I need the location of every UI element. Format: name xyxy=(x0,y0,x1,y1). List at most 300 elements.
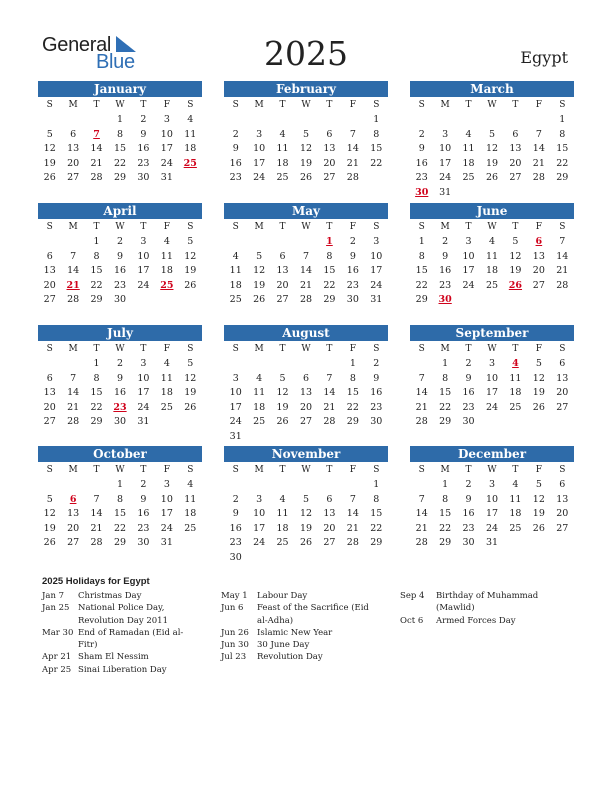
calendar-day: 12 xyxy=(532,372,545,384)
weekday-label: M xyxy=(68,100,78,110)
calendar-day: 24 xyxy=(160,157,173,169)
weekday-label: T xyxy=(140,344,147,354)
weekday-label: S xyxy=(46,222,53,232)
weekday-label: W xyxy=(487,222,497,232)
calendar-day: 15 xyxy=(90,387,103,398)
calendar-day: 15 xyxy=(113,143,127,154)
calendar-day: 17 xyxy=(137,387,150,398)
calendar-day: 8 xyxy=(373,128,380,140)
calendar-day: 8 xyxy=(326,250,333,262)
calendar-day: 18 xyxy=(276,157,289,169)
calendar-day: 21 xyxy=(67,401,80,413)
calendar-day: 20 xyxy=(532,265,545,276)
calendar-day: 16 xyxy=(415,157,428,169)
calendar-day: 2 xyxy=(418,128,425,140)
weekday-label: S xyxy=(373,344,380,354)
month-grid xyxy=(224,97,388,186)
calendar-day: 27 xyxy=(509,172,522,183)
calendar-day: 17 xyxy=(370,265,383,276)
weekday-label: T xyxy=(512,222,519,232)
calendar-day: 26 xyxy=(485,172,499,183)
calendar-day: 12 xyxy=(509,250,522,262)
calendar-day: 2 xyxy=(349,236,356,247)
holiday-name: Revolution Day xyxy=(257,652,323,663)
calendar-day: 31 xyxy=(137,416,150,427)
calendar-day: 14 xyxy=(67,387,80,398)
calendar-day: 30 xyxy=(113,416,127,427)
calendar-day: 26 xyxy=(532,522,545,534)
calendar-day: 24 xyxy=(485,522,499,534)
calendar-day: 16 xyxy=(462,508,475,519)
holiday-name: Feast of the Sacrifice (Eid al-Adha) xyxy=(257,603,369,626)
calendar-day: 22 xyxy=(113,157,127,169)
weekday-label: T xyxy=(465,465,472,475)
calendar-day: 7 xyxy=(418,372,425,384)
calendar-day: 23 xyxy=(346,279,359,291)
calendar-day: 26 xyxy=(299,537,313,548)
empty-day xyxy=(247,478,270,493)
empty-day xyxy=(224,113,247,128)
calendar-day: 25 xyxy=(184,522,197,534)
empty-day xyxy=(318,357,341,372)
calendar-day: 28 xyxy=(556,279,569,291)
calendar-day: 27 xyxy=(67,172,80,183)
calendar-day: 16 xyxy=(137,143,150,154)
calendar-day: 3 xyxy=(163,114,170,125)
calendar-day: 1 xyxy=(349,358,356,369)
calendar-day: 25 xyxy=(276,172,289,183)
month-july xyxy=(38,325,202,430)
calendar-day: 5 xyxy=(46,128,53,140)
holiday-date: Apr 21 xyxy=(42,652,72,663)
calendar-day: 31 xyxy=(160,537,173,548)
weekday-label: T xyxy=(465,344,472,354)
calendar-day: 13 xyxy=(532,250,545,262)
calendar-day: 8 xyxy=(559,128,566,140)
calendar-day: 12 xyxy=(253,265,266,276)
calendar-day: 13 xyxy=(323,508,336,519)
calendar-day: 3 xyxy=(256,493,263,505)
weekday-label: T xyxy=(326,344,333,354)
calendar-day: 21 xyxy=(90,522,103,534)
calendar-day: 23 xyxy=(462,401,475,413)
calendar-day: 22 xyxy=(346,401,359,413)
calendar-day: 16 xyxy=(229,157,242,169)
calendar-day: 9 xyxy=(418,143,425,154)
holiday-date: Jan 7 xyxy=(42,591,65,601)
holiday-day: 23 xyxy=(113,401,127,413)
empty-day xyxy=(224,478,247,493)
calendar-day: 22 xyxy=(323,279,336,291)
calendar-day: 11 xyxy=(160,250,173,262)
calendar-day: 20 xyxy=(67,157,80,169)
calendar-day: 11 xyxy=(253,387,266,398)
calendar-day: 26 xyxy=(184,401,197,413)
weekday-label: T xyxy=(512,465,519,475)
month-march xyxy=(410,81,574,200)
calendar-day: 16 xyxy=(113,265,127,276)
weekday-label: T xyxy=(326,222,333,232)
calendar-day: 7 xyxy=(302,250,310,262)
calendar-day: 14 xyxy=(323,387,336,398)
calendar-day: 28 xyxy=(67,416,80,427)
holiday-day: 7 xyxy=(93,128,100,140)
empty-day xyxy=(433,113,456,128)
calendar-day: 19 xyxy=(253,279,266,291)
holiday-date: Jun 6 xyxy=(221,603,244,614)
calendar-day: 27 xyxy=(556,401,569,413)
calendar-day: 18 xyxy=(509,387,522,398)
empty-day xyxy=(247,113,270,128)
calendar-day: 11 xyxy=(485,250,499,262)
holidays-column xyxy=(400,590,570,627)
empty-day xyxy=(38,357,61,372)
calendar-day: 13 xyxy=(556,372,569,384)
calendar-day: 5 xyxy=(187,358,194,369)
calendar-day: 7 xyxy=(349,128,356,140)
holiday-day: 30 xyxy=(438,294,452,305)
empty-day xyxy=(480,113,503,128)
calendar-day: 25 xyxy=(462,172,475,183)
weekday-label: T xyxy=(279,222,286,232)
empty-day xyxy=(410,478,433,493)
calendar-day: 22 xyxy=(113,522,127,534)
month-grid xyxy=(38,341,202,430)
calendar-day: 15 xyxy=(113,508,127,519)
calendar-day: 14 xyxy=(532,143,545,154)
calendar-day: 3 xyxy=(465,236,472,247)
calendar-day: 23 xyxy=(229,172,242,183)
calendar-day: 4 xyxy=(465,128,472,140)
calendar-day: 10 xyxy=(462,250,475,262)
calendar-day: 19 xyxy=(532,387,545,398)
calendar-day: 1 xyxy=(116,114,124,125)
holiday-name: 30 June Day xyxy=(257,640,310,651)
weekday-label: S xyxy=(559,100,566,110)
calendar-day: 8 xyxy=(93,372,100,384)
logo-text-general: General xyxy=(42,34,112,56)
calendar-day: 4 xyxy=(163,236,170,247)
calendar-day: 23 xyxy=(462,522,475,534)
empty-day xyxy=(61,113,84,128)
calendar-day: 7 xyxy=(349,493,356,505)
month-grid xyxy=(410,97,574,200)
calendar-day: 28 xyxy=(415,416,428,427)
holiday-item xyxy=(42,602,202,627)
calendar-day: 5 xyxy=(512,236,519,247)
calendar-day: 27 xyxy=(556,522,569,534)
calendar-day: 23 xyxy=(137,157,150,169)
month-october xyxy=(38,446,202,551)
calendar-day: 6 xyxy=(559,358,566,369)
weekday-label: S xyxy=(418,465,425,475)
weekday-label: F xyxy=(163,222,170,232)
empty-day xyxy=(410,113,433,128)
calendar-day: 19 xyxy=(509,265,522,276)
calendar-day: 22 xyxy=(556,157,569,169)
calendar-day: 21 xyxy=(323,401,336,413)
calendar-day: 9 xyxy=(140,128,147,140)
weekday-label: M xyxy=(254,100,264,110)
weekday-label: S xyxy=(418,100,425,110)
calendar-day: 27 xyxy=(323,537,336,548)
calendar-day: 13 xyxy=(43,265,56,276)
calendar-year: 2025 xyxy=(264,34,348,73)
holiday-name: National Police Day, Revolution Day 2011 xyxy=(78,603,168,626)
weekday-label: S xyxy=(187,465,194,475)
calendar-day: 9 xyxy=(140,493,147,505)
weekday-label: M xyxy=(68,344,78,354)
empty-day xyxy=(504,113,527,128)
calendar-day: 27 xyxy=(276,294,289,305)
calendar-day: 29 xyxy=(439,416,452,427)
calendar-day: 8 xyxy=(373,493,380,505)
weekday-label: W xyxy=(487,344,497,354)
weekday-label: W xyxy=(301,344,311,354)
calendar-day: 22 xyxy=(370,522,383,534)
empty-day xyxy=(247,235,270,250)
weekday-label: T xyxy=(465,100,472,110)
weekday-label: S xyxy=(559,344,566,354)
calendar-day: 1 xyxy=(373,114,380,125)
weekday-label: T xyxy=(140,100,147,110)
calendar-day: 7 xyxy=(70,372,77,384)
weekday-label: F xyxy=(349,222,356,232)
calendar-day: 25 xyxy=(229,294,242,305)
month-title: March xyxy=(410,81,574,97)
calendar-day: 4 xyxy=(187,479,194,490)
empty-day xyxy=(271,113,294,128)
month-grid xyxy=(38,219,202,308)
calendar-day: 9 xyxy=(465,493,472,505)
calendar-day: 26 xyxy=(253,294,266,305)
calendar-day: 2 xyxy=(116,236,124,247)
weekday-label: F xyxy=(535,344,542,354)
empty-day xyxy=(271,357,294,372)
weekday-label: M xyxy=(254,344,264,354)
calendar-day: 28 xyxy=(67,294,80,305)
weekday-label: S xyxy=(373,465,380,475)
holidays-column xyxy=(42,590,202,676)
calendar-day: 11 xyxy=(184,128,197,140)
calendar-day: 23 xyxy=(439,279,452,291)
empty-day xyxy=(294,478,317,493)
calendar-day: 8 xyxy=(349,372,356,384)
calendar-day: 19 xyxy=(532,508,545,519)
calendar-day: 7 xyxy=(418,493,425,505)
calendar-day: 7 xyxy=(559,236,566,247)
empty-day xyxy=(38,113,61,128)
calendar-day: 20 xyxy=(43,279,56,291)
weekday-label: F xyxy=(535,100,542,110)
calendar-day: 20 xyxy=(43,401,56,413)
empty-day xyxy=(410,357,433,372)
calendar-day: 20 xyxy=(509,157,522,169)
calendar-day: 29 xyxy=(370,537,383,548)
empty-day xyxy=(85,113,108,128)
empty-day xyxy=(61,235,84,250)
weekday-label: W xyxy=(301,100,311,110)
weekday-label: S xyxy=(373,222,380,232)
holiday-day: 25 xyxy=(160,279,174,291)
empty-day xyxy=(224,235,247,250)
calendar-day: 30 xyxy=(137,172,150,183)
month-february xyxy=(224,81,388,186)
holidays-title: 2025 Holidays for Egypt xyxy=(42,576,150,587)
calendar-day: 1 xyxy=(442,479,449,490)
calendar-day: 9 xyxy=(442,250,449,262)
weekday-label: T xyxy=(326,100,333,110)
month-title: August xyxy=(224,325,388,341)
calendar-day: 10 xyxy=(160,128,173,140)
calendar-day: 26 xyxy=(43,172,56,183)
holiday-item xyxy=(221,627,381,639)
calendar-day: 2 xyxy=(465,358,472,369)
calendar-day: 27 xyxy=(299,416,313,427)
calendar-day: 7 xyxy=(326,372,333,384)
weekday-label: T xyxy=(93,100,100,110)
calendar-day: 18 xyxy=(184,508,197,519)
calendar-day: 3 xyxy=(232,372,239,384)
month-may xyxy=(224,203,388,308)
month-title: February xyxy=(224,81,388,97)
calendar-day: 24 xyxy=(370,279,383,291)
weekday-label: T xyxy=(140,465,147,475)
calendar-day: 4 xyxy=(256,372,263,384)
calendar-day: 30 xyxy=(462,537,475,548)
calendar-day: 19 xyxy=(184,387,197,398)
month-title: December xyxy=(410,446,574,462)
empty-day xyxy=(38,235,61,250)
calendar-day: 10 xyxy=(485,372,499,384)
holiday-date: Mar 30 xyxy=(42,627,74,638)
holiday-date: Oct 6 xyxy=(400,615,424,626)
calendar-day: 31 xyxy=(370,294,383,305)
calendar-day: 5 xyxy=(535,479,542,490)
calendar-day: 5 xyxy=(187,236,194,247)
empty-day xyxy=(341,478,364,493)
empty-day xyxy=(341,113,364,128)
calendar-day: 17 xyxy=(439,157,452,169)
calendar-day: 26 xyxy=(276,416,289,427)
calendar-day: 16 xyxy=(229,522,242,534)
calendar-day: 14 xyxy=(90,143,103,154)
calendar-day: 23 xyxy=(137,522,150,534)
empty-day xyxy=(271,478,294,493)
calendar-day: 22 xyxy=(370,157,383,169)
empty-day xyxy=(247,357,270,372)
month-grid xyxy=(410,462,574,551)
calendar-day: 29 xyxy=(323,294,336,305)
calendar-day: 20 xyxy=(323,522,336,534)
calendar-day: 17 xyxy=(462,265,475,276)
calendar-day: 19 xyxy=(43,157,56,169)
calendar-day: 2 xyxy=(442,236,449,247)
calendar-day: 11 xyxy=(229,265,242,276)
holiday-name: Islamic New Year xyxy=(257,627,333,638)
calendar-day: 2 xyxy=(232,493,239,505)
month-title: April xyxy=(38,203,202,219)
weekday-label: S xyxy=(187,100,194,110)
calendar-day: 20 xyxy=(556,508,569,519)
weekday-label: W xyxy=(301,465,311,475)
calendar-day: 11 xyxy=(160,372,173,384)
calendar-day: 4 xyxy=(163,358,170,369)
calendar-day: 14 xyxy=(346,143,359,154)
holiday-item xyxy=(42,627,202,652)
calendar-day: 28 xyxy=(90,537,103,548)
calendar-day: 10 xyxy=(160,493,173,505)
calendar-day: 13 xyxy=(556,493,569,505)
month-title: September xyxy=(410,325,574,341)
month-title: November xyxy=(224,446,388,462)
holiday-day: 6 xyxy=(535,236,543,247)
weekday-label: T xyxy=(512,344,519,354)
calendar-day: 4 xyxy=(279,128,286,140)
calendar-day: 25 xyxy=(485,279,499,291)
holiday-item xyxy=(400,615,570,627)
weekday-label: W xyxy=(487,465,497,475)
weekday-label: F xyxy=(349,100,356,110)
calendar-day: 27 xyxy=(323,172,336,183)
calendar-day: 5 xyxy=(256,250,263,262)
calendar-day: 11 xyxy=(276,508,289,519)
calendar-day: 30 xyxy=(370,416,383,427)
calendar-day: 10 xyxy=(229,387,242,398)
calendar-day: 9 xyxy=(116,250,124,262)
month-title: May xyxy=(224,203,388,219)
empty-day xyxy=(318,478,341,493)
calendar-day: 8 xyxy=(418,250,425,262)
weekday-label: W xyxy=(301,222,311,232)
holiday-day: 21 xyxy=(66,279,80,291)
weekday-label: M xyxy=(254,465,264,475)
calendar-day: 22 xyxy=(439,401,452,413)
calendar-day: 1 xyxy=(116,479,124,490)
empty-day xyxy=(224,357,247,372)
weekday-label: S xyxy=(418,344,425,354)
holiday-item xyxy=(221,590,381,602)
calendar-day: 16 xyxy=(462,387,475,398)
empty-day xyxy=(85,478,108,493)
calendar-day: 12 xyxy=(299,508,313,519)
calendar-day: 20 xyxy=(323,157,336,169)
holiday-name: Labour Day xyxy=(257,591,308,601)
calendar-day: 23 xyxy=(415,172,428,183)
calendar-day: 10 xyxy=(137,372,150,384)
weekday-label: S xyxy=(559,465,566,475)
calendar-day: 24 xyxy=(253,537,266,548)
empty-day xyxy=(527,113,550,128)
calendar-day: 3 xyxy=(140,358,147,369)
calendar-day: 13 xyxy=(276,265,289,276)
calendar-day: 21 xyxy=(556,265,569,276)
calendar-day: 30 xyxy=(462,416,475,427)
weekday-label: F xyxy=(349,465,356,475)
holiday-date: Sep 4 xyxy=(400,591,425,601)
calendar-day: 28 xyxy=(299,294,313,305)
calendar-day: 20 xyxy=(299,401,313,413)
calendar-day: 29 xyxy=(90,416,103,427)
calendar-day: 9 xyxy=(232,508,239,519)
calendar-day: 5 xyxy=(46,493,53,505)
holiday-item xyxy=(42,651,202,663)
calendar-day: 17 xyxy=(253,522,266,534)
calendar-day: 18 xyxy=(160,387,173,398)
calendar-day: 25 xyxy=(253,416,266,427)
month-grid xyxy=(410,341,574,430)
weekday-label: W xyxy=(115,344,125,354)
